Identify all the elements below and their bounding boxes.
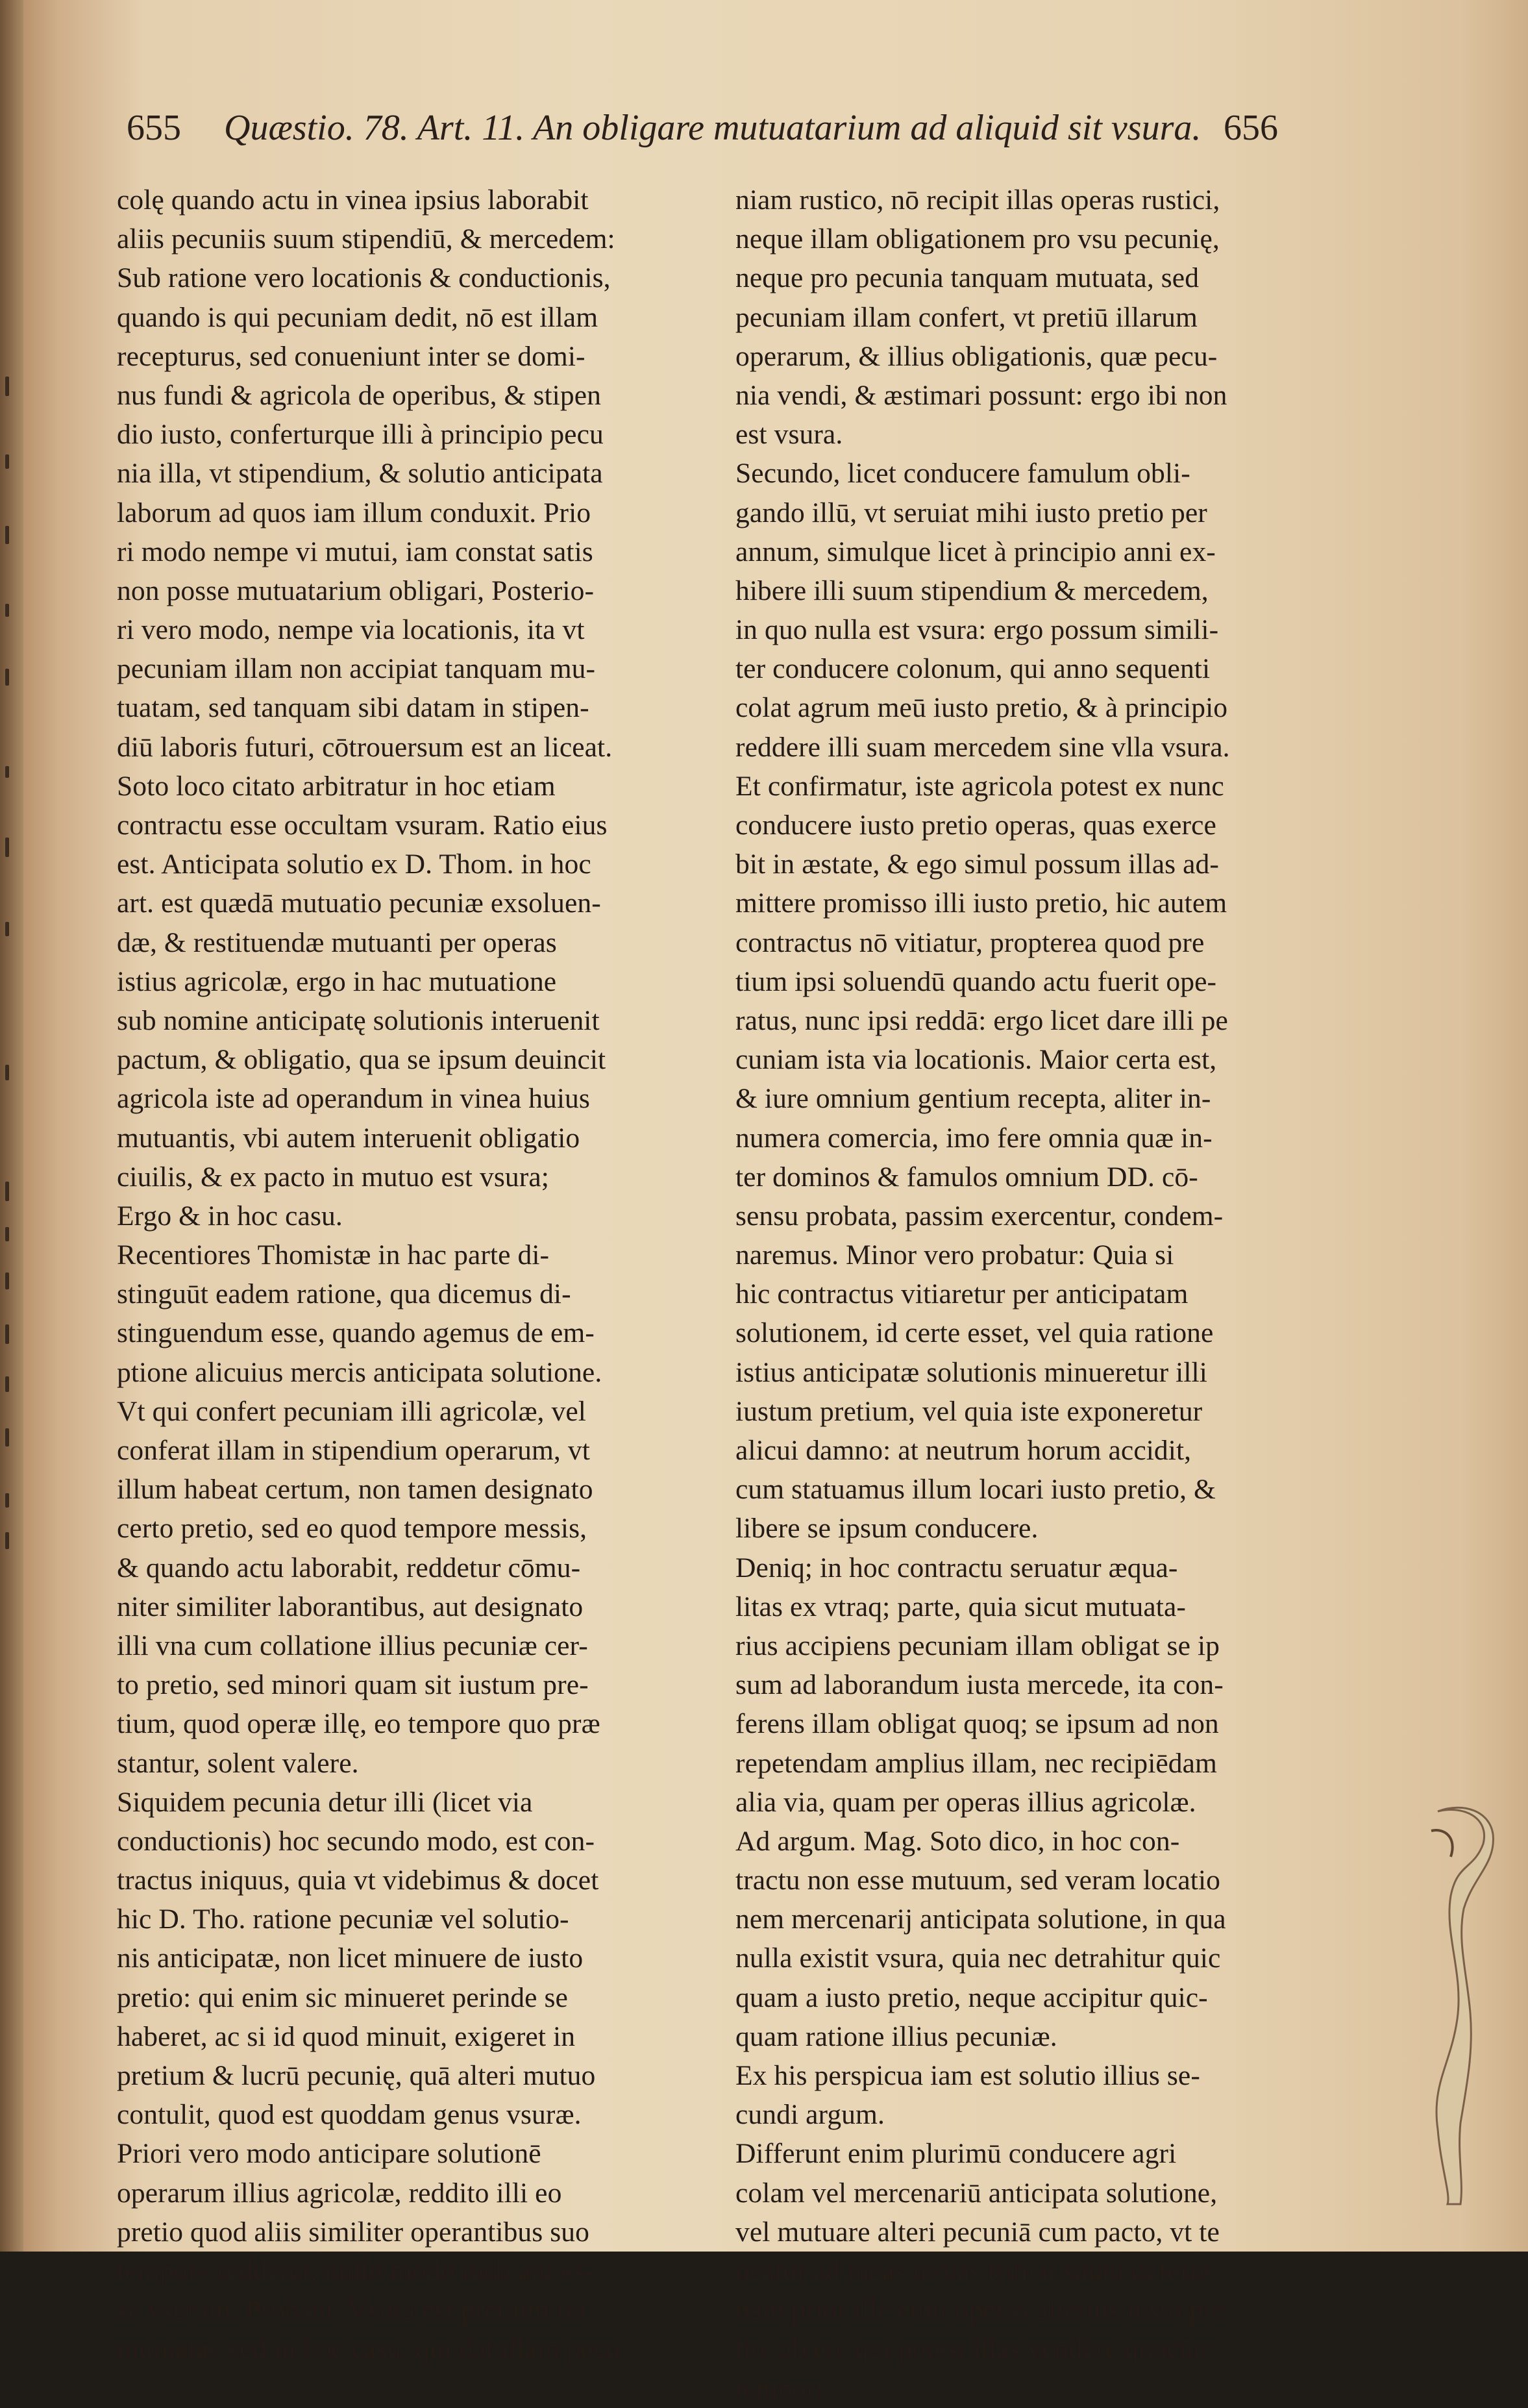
right-column-line: Secundo, licet conducere famulum obli- [735,458,1190,490]
right-column-line: nulla existit vsura, quia nec detrahitur quic [735,1943,1221,1974]
right-column-line: cuniam ista via locationis. Maior certa est, [735,1044,1217,1076]
right-column-line: niam rustico, nō recipit illas operas rustici, [735,184,1220,216]
right-column-line: ter conducere colonum, qui anno sequenti [735,653,1211,685]
right-text-column [735,180,1287,2408]
right-column-line: rius accipiens pecuniam illam obligat se ip [735,1630,1220,1661]
left-column-line: art. est quædā mutuatio pecuniæ exsoluen- [117,887,601,919]
right-column-line: Differunt enim plurimū conducere agri [735,2138,1177,2170]
left-column-line: pactum, & obligatio, qua se ipsum deuincit [117,1044,606,1076]
adjacent-page-edge-marks [1,364,21,1597]
right-column-line: Ex his perspicua iam est solutio illius se- [735,2060,1200,2091]
right-column-line: vel mutuare alteri pecuniā cum pacto, vt te [735,2216,1220,2248]
right-column-line: bit in æstate, & ego simul possum illas ad- [735,849,1219,880]
left-column-line: to pretio, sed minori quam sit iustum pre- [117,1669,589,1701]
running-header [127,107,1282,166]
left-text-column [117,180,669,2369]
left-column-line: recepturus, sed conueniunt inter se domi- [117,340,585,372]
left-column-line: tium, quod operæ illę, eo tempore quo præ [117,1708,600,1740]
right-column-line: est vsura. [735,419,843,451]
right-column-line: mittere promisso illi iusto pretio, hic autem [735,887,1227,919]
right-column-line: nia vendi, & æstimari possunt: ergo ibi non [735,379,1227,411]
right-column-line: alicui damno: at neutrum horum accidit, [735,1435,1192,1466]
right-column-line: conducere iusto pretio operas, quas exerce [735,810,1216,841]
right-column-line: quam ratione illius pecuniæ. [735,2020,1057,2052]
right-column-line: Ad argum. Mag. Soto dico, in hoc con- [735,1825,1180,1857]
right-column-line: operarum, & illius obligationis, quæ pecu- [735,340,1218,372]
left-column-line: ri modo nempe vi mutui, iam constat satis [117,536,593,567]
right-column-line: ferens illam obligat quoq; se ipsum ad non [735,1708,1219,1740]
right-column-line: naremus. Minor vero probatur: Quia si [735,1239,1174,1271]
right-column-line: repetendam amplius illam, nec recipiēdam [735,1747,1217,1779]
right-column-line: tium ipsi soluendū quando actu fuerit ope- [735,965,1217,997]
left-column-line: dio iusto, conferturque illi à principio pecu [117,419,604,451]
left-column-line: stinguūt eadem ratione, qua dicemus di- [117,1278,571,1310]
left-column-line: quando is qui pecuniam dedit, nō est illam [117,301,598,333]
running-title: Quæstio. 78. Art. 11. An obligare mutuatarium ad aliquid sit vsura. [224,108,1201,148]
left-column-line: contulit, quod est quoddam genus vsuræ. [117,2099,582,2131]
right-column-line: tractu non esse mutuum, sed veram locatio [735,1865,1221,1896]
left-column-line: mutuatæ, sed in hoc casu, qui dat illam pecu [117,2333,621,2365]
right-column-line: & iure omnium gentium recepta, aliter in- [735,1083,1211,1115]
left-column-line: nia illa, vt stipendium, & solutio anticipata [117,458,603,490]
left-column-line: pretio: qui enim sic minueret perinde se [117,1981,568,2013]
right-column-line: Et confirmatur, iste agricola potest ex nunc [735,770,1224,802]
right-column-line: litas ex vtraq; parte, quia sicut mutuata- [735,1591,1186,1622]
left-column-line: haberet, ac si id quod minuit, exigeret in [117,2020,576,2052]
right-column-line: libere se ipsum conducere. [735,1513,1039,1545]
right-column-line: solutionem, id certe esset, vel quia ratione [735,1317,1214,1349]
right-column-line: cum statuamus illum locari iusto pretio, & [735,1474,1216,1506]
right-column-line: neatur ad meas molas triticū suum deferre, [735,2255,1219,2287]
left-column-line: illum habeat certum, non tamen designato [117,1474,593,1506]
left-column-line: conferat illam in stipendium operarum, vt [117,1435,590,1466]
right-column-line: reddere illi suam mercedem sine vlla vsura. [735,731,1230,763]
left-column-line: tempore reddetur, nullo modo iudicant es- [117,2255,594,2287]
left-column-line: pecuniam illam non accipiat tanquam mu- [117,653,596,685]
left-column-line: colę quando actu in vinea ipsius laborabit [117,184,589,216]
right-column-line: cundi argum. [735,2099,885,2131]
left-column-line: ptione alicuius mercis anticipata solutione. [117,1356,602,1388]
left-column-line: Recentiores Thomistæ in hac parte di- [117,1239,550,1271]
left-column-line: illi vna cum collatione illius pecuniæ cer- [117,1630,588,1661]
left-column-line: pretium & lucrū pecunię, quā alteri mutuo [117,2060,596,2091]
right-column-line: neque pro pecunia tanquam mutuata, sed [735,262,1200,294]
right-column-line: numera comercia, imo fere omnia quæ in- [735,1122,1213,1154]
left-column-line: mutuantis, vbi autem interuenit obligatio [117,1122,580,1154]
left-column-line: agricola iste ad operandum in vinea huius [117,1083,590,1115]
right-column-line: sum ad laborandum iusta mercede, ita con- [735,1669,1224,1701]
right-column-line: istius anticipatæ solutionis minueretur illi [735,1356,1207,1388]
right-column-line: Deniq; in hoc contractu seruatur æqua- [735,1552,1178,1583]
left-column-line: certo pretio, sed eo quod tempore messis, [117,1513,587,1545]
right-column-line: sensu probata, passim exercentur, condem- [735,1200,1224,1232]
left-column-line: nus fundi & agricola de operibus, & stipen [117,379,601,411]
left-column-line: nis anticipatæ, non licet minuere de iusto [117,1943,584,1974]
right-column-line: hibere illi suum stipendium & mercedem, [735,575,1209,606]
right-column-line: in quo nulla est vsura: ergo possum simili- [735,614,1219,646]
right-column-line: tio, ab eo, qui potest illas vendere quocūq; [735,2333,1216,2365]
paper-damage-stain [1412,1805,1496,2207]
left-column-line: est. Anticipata solutio ex D. Thom. in hoc [117,849,591,880]
left-column-line: sub nomine anticipatę solutionis interuenit [117,1004,600,1036]
left-column-line: non posse mutuatarium obligari, Posterio- [117,575,595,606]
right-column-line: alia via, quam per operas illius agricolæ. [735,1786,1196,1818]
left-column-line: ciuilis, & ex pacto in mutuo est vsura; [117,1161,549,1193]
page-number-left: 655 [127,108,181,148]
left-column-line: Siquidem pecunia detur illi (licet via [117,1786,533,1818]
left-column-line: Ergo & in hoc casu. [117,1200,343,1232]
left-column-line: pretio quod aliis similiter operantibus suo [117,2216,589,2248]
left-column-line: diū laboris futuri, cōtrouersum est an liceat. [117,731,613,763]
left-column-line: stinguendum esse, quando agemus de em- [117,1317,595,1349]
right-column-line: tempore [735,2372,829,2404]
left-column-line: Soto loco citato arbitratur in hoc etiam [117,770,556,802]
left-column-line: stantur, solent valere. [117,1747,359,1779]
right-column-line: gando illū, vt seruiat mihi iusto pretio per [735,497,1207,528]
left-column-line: hic D. Tho. ratione pecuniæ vel solutio- [117,1904,569,1935]
right-column-line: nem mercenarij anticipata solutione, in qua [735,1904,1226,1935]
left-column-line: Priori vero modo anticipare solutionē [117,2138,541,2170]
left-column-line: Sub ratione vero locationis & conductionis, [117,262,611,294]
right-column-line: quam a iusto pretio, neque accipitur quic- [735,1981,1208,2013]
page-number-right: 656 [1224,108,1278,148]
left-column-line: operarum illius agricolæ, reddito illi eo [117,2177,562,2209]
left-column-line: Vt qui confert pecuniam illi agricolæ, vel [117,1395,586,1427]
left-column-line: tractus iniquus, quia vt videbimus & docet [117,1865,599,1896]
right-column-line: pecuniam illam confert, vt pretiū illarum [735,301,1198,333]
left-column-line: laborum ad quos iam illum conduxit. Prio [117,497,591,528]
left-column-line: aliis pecuniis suum stipendiū, & mercedem: [117,223,615,255]
right-column-line: colat agrum meū iusto pretio, & à principio [735,692,1228,724]
right-column-line: ter dominos & famulos omnium DD. cō- [735,1161,1198,1193]
left-column-line: ri vero modo, nempe via locationis, ita vt [117,614,585,646]
left-column-line: dæ, & restituendæ mutuanti per operas [117,926,557,958]
right-column-line: ratus, nunc ipsi reddā: ergo licet dare illi pe [735,1004,1228,1036]
right-column-line: contractus nō vitiatur, propterea quod pre [735,926,1205,958]
left-column-line: istius agricolæ, ergo in hac mutuatione [117,965,557,997]
right-column-line: colam vel mercenariū anticipata solutione, [735,2177,1218,2209]
left-column-line: conductionis) hoc secundo modo, est con- [117,1825,595,1857]
right-column-line: hic contractus vitiaretur per anticipatam [735,1278,1189,1310]
left-column-line: se vsuram. Probant. Vsura est pretium rei [117,2294,587,2326]
left-column-line: niter similiter laborantibus, aut designato [117,1591,584,1622]
right-column-line: iustum pretium, vel quia iste exponeretur [735,1395,1203,1427]
left-column-line: tuatam, sed tanquam sibi datam in stipen- [117,692,589,724]
left-column-line: contractu esse occultam vsuram. Ratio eius [117,810,608,841]
right-column-line: annum, simulque licet à principio anni ex- [735,536,1216,567]
right-column-line: neque illam obligationem pro vsu pecunię, [735,223,1220,255]
left-column-line: & quando actu laborabit, reddetur cōmu- [117,1552,581,1583]
right-column-line: nam prior ille emit operas alterius iusto pre [735,2294,1226,2326]
